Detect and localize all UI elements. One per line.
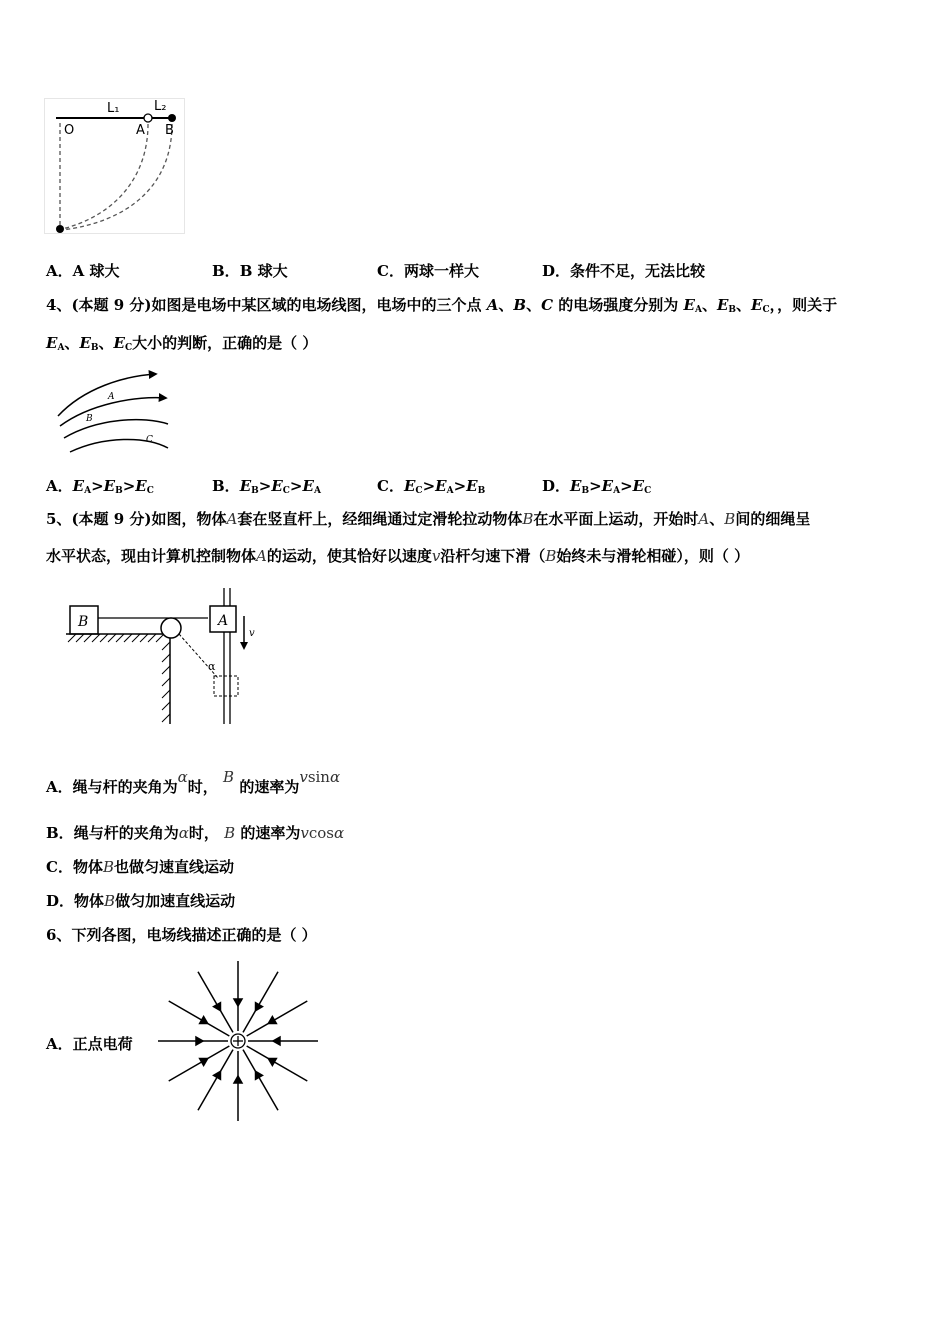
q4-opt-e: E	[135, 477, 147, 495]
q4-opt-sub: B	[115, 486, 123, 496]
q5-stem-line1	[46, 509, 810, 529]
q5-math-v: v	[299, 768, 308, 786]
q5-ground-hatch	[68, 634, 164, 642]
q4-e2: E	[79, 334, 91, 352]
q6-field-arrow	[214, 1071, 221, 1079]
q4-point-b: B	[513, 296, 527, 314]
q4-opt-e: E	[466, 477, 478, 495]
q4-opt-op: >	[453, 477, 467, 495]
q6-field-arrow	[196, 1037, 203, 1045]
q4-opt-e: E	[570, 477, 582, 495]
q3-option-b[interactable]	[212, 261, 288, 281]
q5-option-c-letter: C．	[46, 858, 73, 876]
q6-field-arrow	[256, 1003, 263, 1011]
q4-stem-tail: ，，则关于	[769, 296, 838, 314]
q5-option-text: 也做匀速直线运动	[114, 858, 235, 876]
q5-option-text: 绳与杆的夹角为	[72, 778, 178, 796]
q4-sep: 、	[701, 296, 717, 314]
q4-number: 4、	[46, 296, 72, 314]
q5-option-text: 物体	[74, 892, 105, 910]
q4-opt-sub: B	[581, 486, 590, 496]
q6-option-a-letter: A．	[46, 1035, 73, 1053]
q4-label-c: C	[146, 435, 153, 445]
q3-option-d-letter: D．	[542, 262, 571, 280]
q4-ea-sub: A	[694, 305, 702, 315]
q5-option-d-letter: D．	[46, 892, 75, 910]
q4-sep: 、	[64, 334, 80, 352]
q4-opt-e: E	[403, 477, 416, 495]
q5-stem-text: 在水平面上运动，开始时	[533, 510, 699, 528]
q4-opt-sub: A	[84, 486, 92, 496]
q5-option-text: 时，	[187, 778, 218, 796]
q4-opt-op: >	[589, 477, 602, 495]
q5-stem-text: 的运动，使其恰好以速度	[266, 547, 432, 565]
q3-option-c[interactable]	[377, 261, 479, 281]
q5-option-a[interactable]	[46, 768, 341, 797]
q4-opt-e: E	[435, 477, 447, 495]
q4-e3: E	[113, 334, 125, 352]
q3-label-l1: L₁	[107, 101, 120, 116]
q5-math-b: B	[545, 547, 557, 565]
q5-math-b: B	[522, 510, 534, 528]
q3-pendulum-figure	[44, 98, 189, 238]
q5-stem-text: 间的细绳呈	[735, 510, 811, 528]
q5-stem-text: 始终未与滑轮相碰），则（ ）	[556, 547, 750, 565]
q3-option-c-text: 两球一样大	[403, 262, 479, 280]
q4-opt-sub: C	[282, 486, 290, 496]
q4-opt-e: E	[601, 477, 614, 495]
q3-option-a-letter: A．	[46, 262, 73, 280]
q5-option-text: 的速率为	[239, 778, 300, 796]
q5-math-b: B	[224, 824, 236, 842]
q3-label-l2: L₂	[154, 99, 167, 114]
q5-option-text: 做匀加速直线运动	[115, 892, 236, 910]
q6-option-a[interactable]	[46, 1034, 133, 1054]
q4-e1: E	[46, 334, 58, 352]
q4-label-a: A	[108, 392, 115, 402]
q5-option-text: 物体	[72, 858, 103, 876]
q5-label-v: v	[249, 628, 255, 639]
q4-opt-e: E	[302, 477, 314, 495]
q3-label-a: A	[136, 123, 145, 138]
q4-option-d-letter: D．	[542, 477, 571, 495]
q4-option-c-letter: C．	[377, 477, 404, 495]
q4-opt-sub: C	[644, 486, 652, 496]
q5-label-b: B	[78, 614, 89, 630]
q4-sep: 、	[526, 296, 542, 314]
q5-stem-text: 套在竖直杆上，经细绳通过定滑轮拉动物体	[237, 510, 523, 528]
q4-field-line-1	[58, 374, 156, 416]
q5-wall-hatch	[162, 642, 170, 722]
q5-math-alpha: α	[329, 768, 341, 786]
q4-sep: 、	[98, 334, 114, 352]
q4-ea-e: E	[683, 296, 695, 314]
q6-field-arrow	[234, 999, 242, 1006]
q3-option-b-text: B 球大	[239, 262, 288, 280]
q6-stem	[46, 925, 317, 945]
q4-s3: C	[124, 343, 133, 353]
q5-math-alpha: α	[334, 824, 345, 842]
q4-sep: 、	[498, 296, 514, 314]
q5-math-b: B	[724, 510, 736, 528]
q5-option-a-letter: A．	[46, 778, 73, 796]
q5-pulley-figure	[46, 578, 286, 748]
q5-math-b: B	[102, 858, 114, 876]
q3-arc-a	[62, 124, 148, 229]
q3-label-b: B	[165, 123, 174, 138]
q5-stem-text: 、	[709, 510, 725, 528]
q4-opt-e: E	[103, 477, 116, 495]
q4-opt-op: >	[289, 477, 303, 495]
q5-math-alpha: α	[177, 768, 188, 786]
q5-option-b[interactable]	[46, 823, 344, 843]
q4-opt-e: E	[72, 477, 85, 495]
q5-math-alpha: α	[178, 824, 189, 842]
q5-stem-line2	[46, 546, 749, 566]
q4-option-b[interactable]	[212, 476, 321, 501]
q4-opt-sub: B	[477, 486, 486, 496]
q4-stem-tail2: 大小的判断，正确的是（ ）	[132, 334, 318, 352]
q4-opt-op: >	[91, 477, 104, 495]
q5-math-fn: sin	[307, 768, 330, 786]
q3-option-a[interactable]	[46, 261, 120, 281]
q6-field-arrow	[214, 1003, 221, 1011]
q5-math-b: B	[223, 768, 235, 786]
q3-label-o: O	[64, 123, 75, 138]
q4-option-c[interactable]	[377, 476, 485, 501]
q5-option-text: 的速率为	[240, 824, 301, 842]
q4-opt-op: >	[422, 477, 436, 495]
q3-option-d[interactable]	[542, 261, 705, 281]
q4-opt-sub: B	[251, 486, 259, 496]
q5-math-a: A	[256, 547, 267, 565]
q5-stem-text: (本题 9 分)如图，物体	[71, 510, 227, 528]
q6-field-arrow	[268, 1059, 276, 1066]
q4-stem-mid: 的电场强度分别为	[553, 296, 684, 314]
q4-option-b-letter: B．	[212, 477, 240, 495]
q5-option-text: 时，	[188, 824, 219, 842]
q5-velocity-arrowhead	[240, 642, 248, 650]
q5-label-alpha: α	[208, 660, 216, 673]
q6-field-arrow	[256, 1071, 263, 1079]
q5-label-a: A	[218, 613, 229, 629]
q4-option-d[interactable]	[542, 476, 651, 501]
q6-option-a-text: 正点电荷	[72, 1035, 133, 1053]
q6-field-arrow	[268, 1017, 276, 1024]
q4-field-lines-figure	[54, 368, 174, 460]
q4-s2: B	[90, 343, 99, 353]
q4-label-b: B	[86, 414, 93, 424]
q4-point-c: C	[541, 296, 554, 314]
q3-ball-b-top	[168, 114, 176, 122]
q5-pulley	[161, 618, 181, 638]
q5-math-v: v	[431, 547, 441, 565]
q5-math-b: B	[104, 892, 116, 910]
q5-block-a-dashed	[214, 676, 238, 696]
q4-opt-sub: A	[446, 486, 454, 496]
q6-stem-text: 下列各图，电场线描述正确的是（ ）	[71, 926, 317, 944]
q5-option-text: 绳与杆的夹角为	[73, 824, 179, 842]
q3-option-d-text: 条件不足，无法比较	[570, 262, 706, 280]
q4-stem-lead: (本题 9 分)如图是电场中某区域的电场线图，电场中的三个点	[71, 296, 487, 314]
q5-stem-text: 水平状态，现由计算机控制物体	[46, 547, 257, 565]
q5-option-d[interactable]	[46, 891, 235, 911]
q6-field-arrow	[234, 1076, 242, 1083]
q4-eb-sub: B	[728, 305, 736, 315]
q4-opt-op: >	[620, 477, 633, 495]
q4-stem-line2	[46, 333, 317, 358]
q3-option-a-text: A 球大	[72, 262, 120, 280]
q4-opt-e: E	[239, 477, 252, 495]
q6-point-charge-figure	[155, 958, 321, 1124]
q4-eb-e: E	[716, 296, 729, 314]
q6-field-arrow	[200, 1017, 208, 1024]
q5-math-v: v	[300, 824, 309, 842]
q5-option-c[interactable]	[46, 857, 234, 877]
q4-s1: A	[57, 343, 65, 353]
q4-opt-op: >	[258, 477, 272, 495]
q6-field-arrow	[273, 1037, 280, 1045]
q5-number: 5、	[46, 510, 72, 528]
q4-option-a[interactable]	[46, 476, 154, 501]
q4-opt-op: >	[122, 477, 136, 495]
q5-math-fn: cos	[308, 824, 334, 842]
q6-number: 6、	[46, 926, 72, 944]
q4-ec-e: E	[751, 296, 763, 314]
q3-arc-b	[62, 124, 172, 230]
q4-stem-line1	[46, 295, 837, 320]
q6-field-arrow	[200, 1059, 208, 1066]
q4-sep: 、	[736, 296, 752, 314]
q4-opt-sub: C	[415, 486, 423, 496]
q4-option-a-letter: A．	[46, 477, 73, 495]
q3-option-b-letter: B．	[212, 262, 240, 280]
q3-ball-a-top	[144, 114, 152, 122]
q3-ball-bottom	[56, 225, 64, 233]
q4-opt-e: E	[632, 477, 645, 495]
q5-math-a: A	[226, 510, 238, 528]
q5-math-a: A	[698, 510, 710, 528]
q3-option-c-letter: C．	[377, 262, 404, 280]
q5-option-b-letter: B．	[46, 824, 74, 842]
q4-field-line-4	[70, 439, 168, 452]
q4-point-a: A	[486, 296, 499, 314]
q4-opt-sub: A	[613, 486, 621, 496]
q5-stem-text: 沿杆匀速下滑（	[440, 547, 546, 565]
q4-opt-sub: C	[146, 486, 154, 496]
q4-ec-sub: C	[762, 305, 770, 315]
q4-opt-e: E	[271, 477, 283, 495]
q4-opt-sub: A	[313, 486, 321, 496]
